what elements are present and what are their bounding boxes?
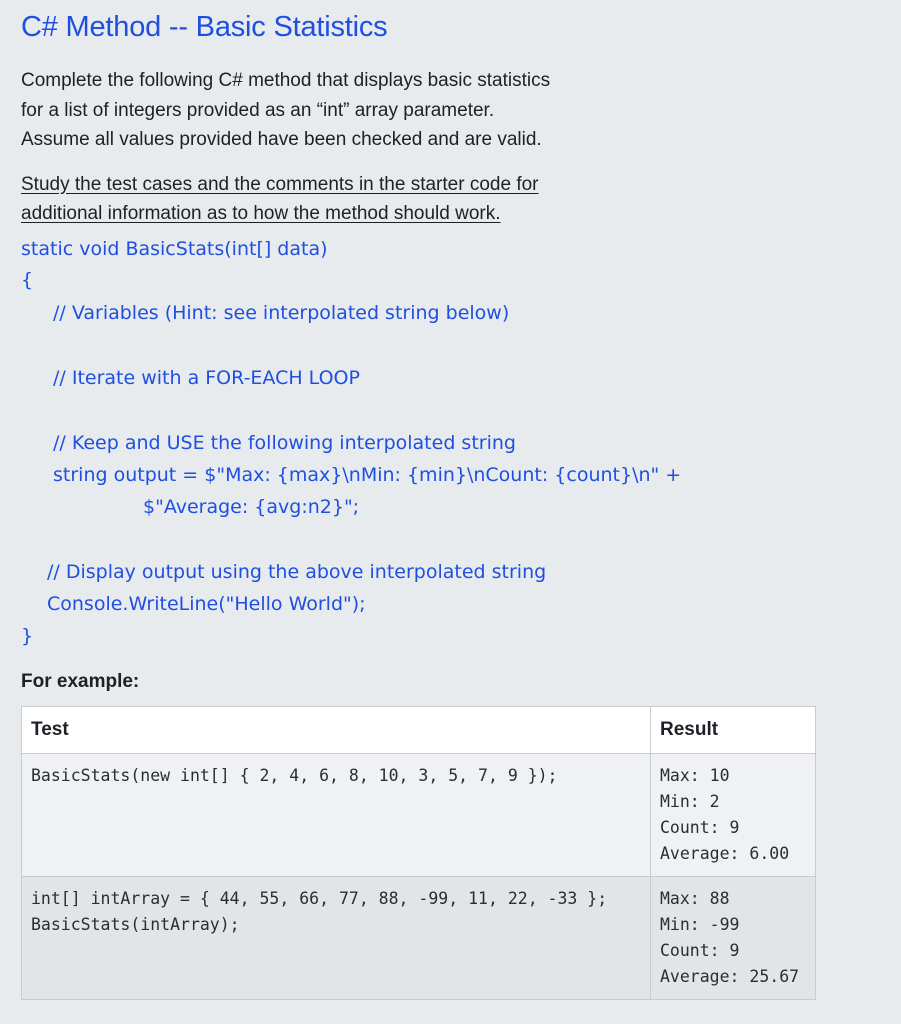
question-page [21,0,881,986]
code-output-line2: $"Average: {avg:n2}"; [143,495,360,518]
example-label: For example: [21,671,140,692]
header-result: Result [651,707,816,754]
code-open-brace: { [21,268,34,291]
code-comment-iterate: // Iterate with a FOR-EACH LOOP [53,366,360,389]
header-test: Test [22,707,651,754]
study-note [21,170,881,228]
intro-line: Assume all values provided have been checked and are valid. [21,129,542,150]
intro-line: for a list of integers provided as an “int” array parameter. [21,99,495,121]
code-output-line1: string output = $"Max: {max}\nMin: {min}\nCount: {count}\n" + [53,463,682,486]
table-row [22,754,816,877]
result-cell: Max: 10 Min: 2 Count: 9 Average: 6.00 [651,754,816,877]
study-line: additional information as to how the method should work. [21,202,501,224]
result-cell: Max: 88 Min: -99 Count: 9 Average: 25.67 [651,877,816,1000]
study-line: Study the test cases and the comments in the starter code for [21,173,539,195]
test-cell: int[] intArray = { 44, 55, 66, 77, 88, -99, 11, 22, -33 }; BasicStats(intArray); [22,877,651,1000]
code-comment-display: // Display output using the above interpolated string [47,560,547,583]
code-close-brace: } [21,624,34,647]
table-row [22,877,816,1000]
code-comment-keep: // Keep and USE the following interpolated string [53,431,516,454]
test-cell: BasicStats(new int[] { 2, 4, 6, 8, 10, 3, 5, 7, 9 }); [22,754,651,877]
intro-line: Complete the following C# method that displays basic statistics [21,70,551,91]
starter-code [21,238,881,648]
code-comment-variables: // Variables (Hint: see interpolated string below) [53,301,510,324]
question-title: C# Method -- Basic Statistics [21,11,388,43]
intro-text [21,66,881,155]
code-signature: static void BasicStats(int[] data) [21,237,328,260]
examples-table [21,706,816,1000]
code-writeline: Console.WriteLine("Hello World"); [47,592,366,615]
table-header-row [22,707,816,754]
